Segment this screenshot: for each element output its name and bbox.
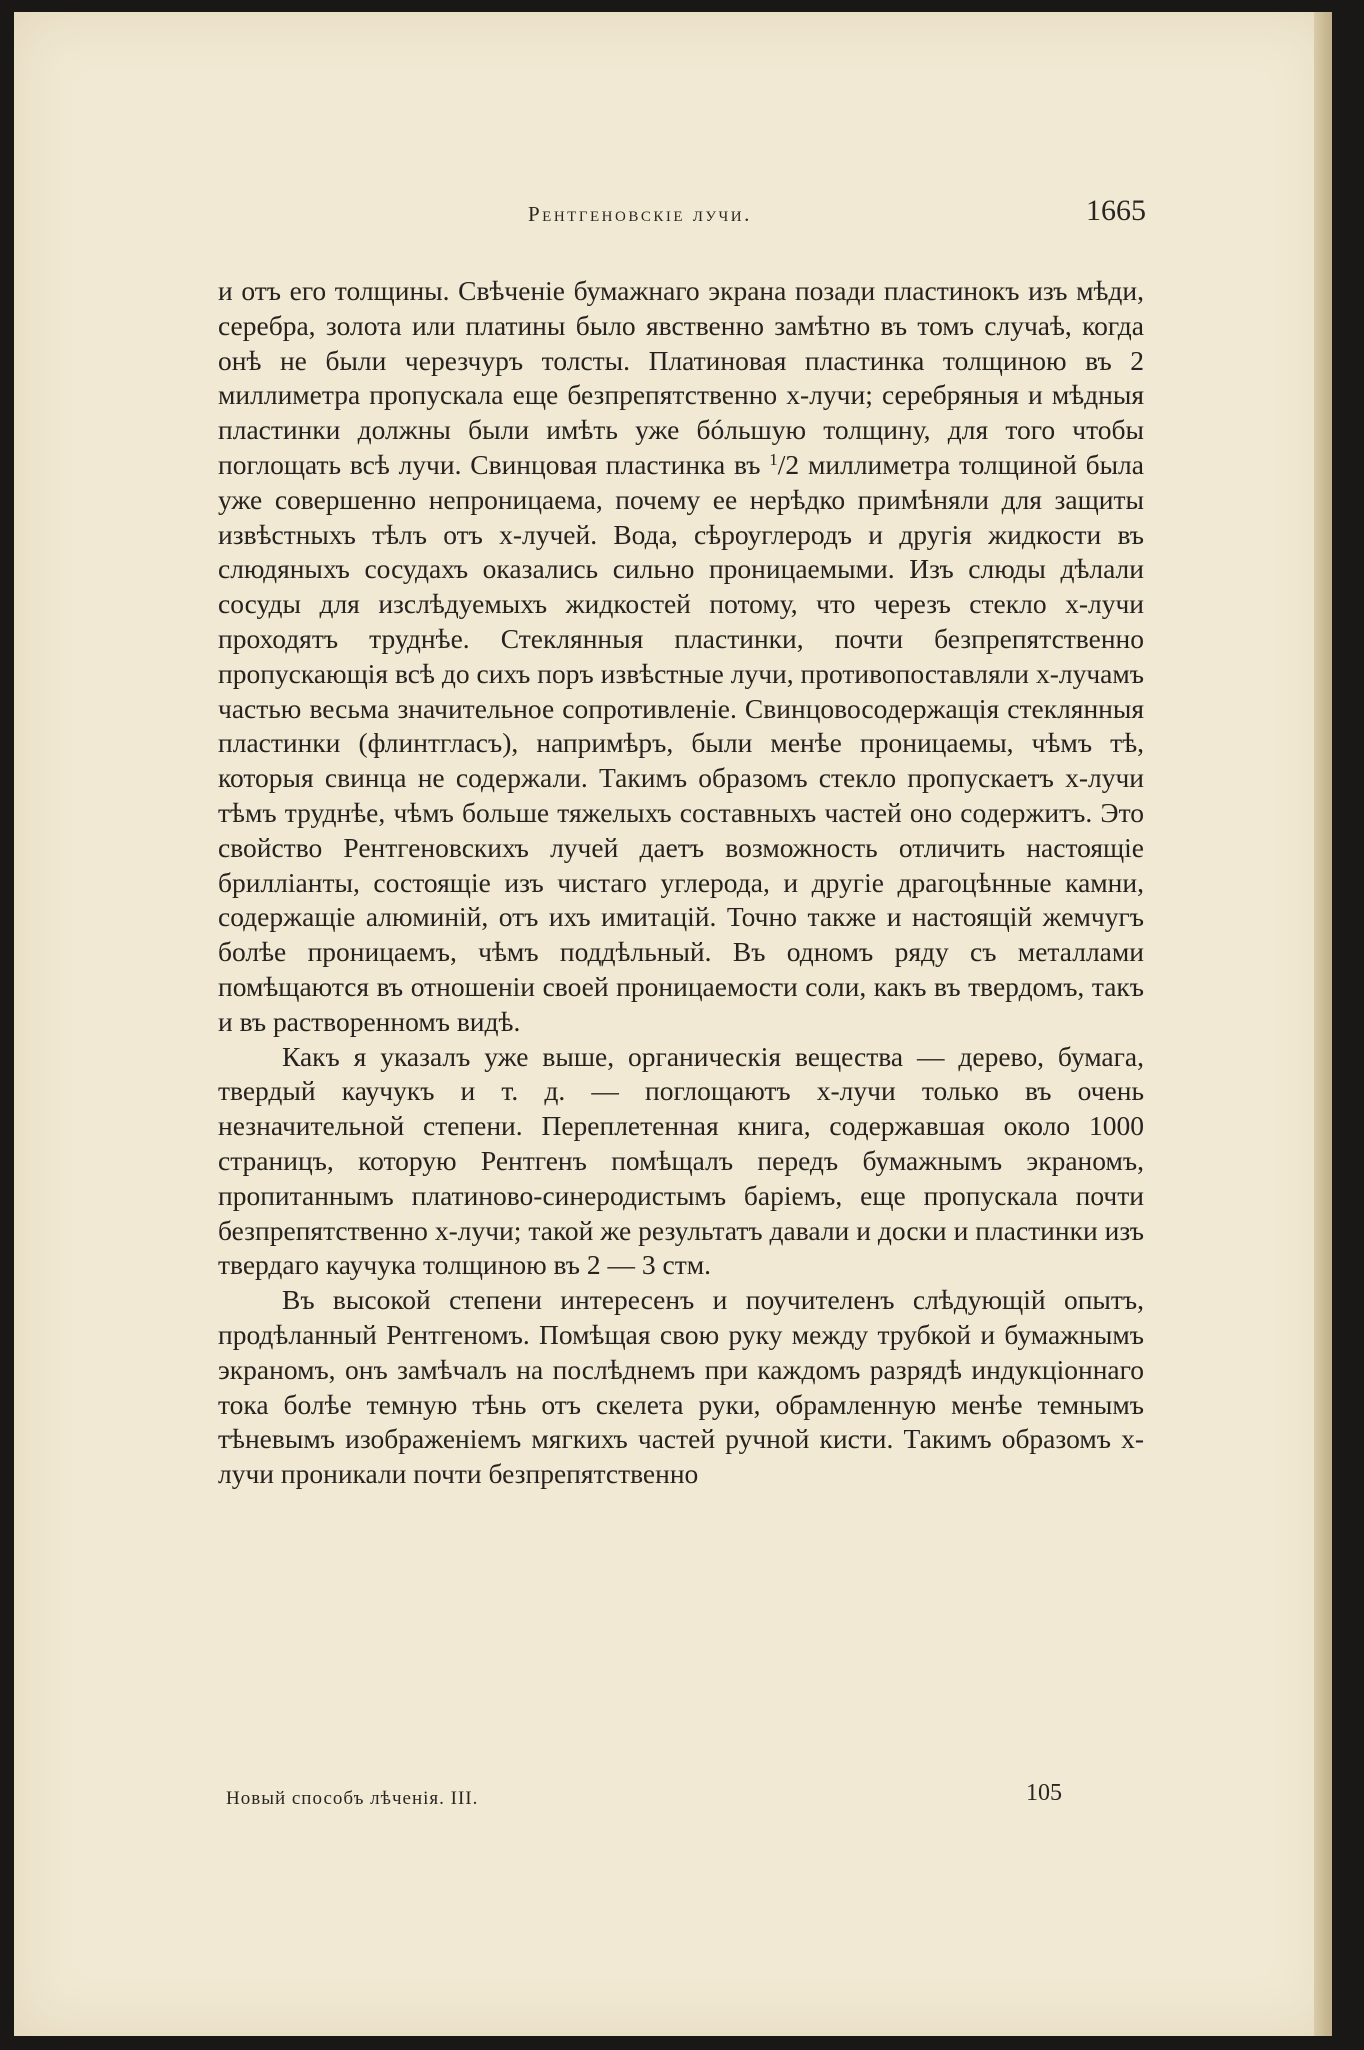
fraction-numerator: 1 [769, 449, 778, 469]
paragraph-1-continuation: /2 миллиметра толщиной была уже совершенно непроницаема, почему ее нерѣдко примѣняли для защиты извѣстныхъ тѣлъ отъ x-лучей. Вода, сѣроуглеродъ и другія жидкости въ слюдяныхъ сосудахъ оказались сильно проницаемыми. Изъ слюды дѣлали сосуды для изслѣдуемыхъ жидкостей потому, что черезъ стекло x-лучи проходятъ труднѣе. Стеклянныя пластинки, почти безпрепятственно пропускающія всѣ до сихъ поръ извѣстные лучи, противопоставляли x-лучамъ частью весьма значительное сопротивленіе. Свинцовосодержащія стеклянныя пластинки (флинтгласъ), напримѣръ, были менѣе проницаемы, чѣмъ тѣ, которыя свинца не содержали. Такимъ образомъ стекло пропускаетъ x-лучи тѣмъ труднѣе, чѣмъ больше тяжелыхъ составныхъ частей оно содержитъ. Это свойство Рентгеновскихъ лучей даетъ возможность отличить настоящіе брилліанты, состоящіе изъ чистаго углерода, и другіе драгоцѣнные камни, содержащіе алюминій, отъ ихъ имитацій. Точно также и настоящій жемчугъ болѣе проницаемъ, чѣмъ поддѣльный. Въ одномъ ряду съ металлами помѣщаются въ отношеніи своей проницаемости соли, какъ въ твердомъ, такъ и въ растворенномъ видѣ. [218, 448, 1144, 1037]
paragraph-1 [218, 274, 1144, 1040]
body-text [218, 274, 1144, 1492]
page-number: 1665 [1086, 194, 1146, 227]
page-footer [226, 1780, 1126, 1820]
footer-book-title: Новый способъ лѣченія. III. [226, 1788, 479, 1809]
page-edge [1314, 12, 1332, 2036]
running-head [226, 194, 1146, 234]
paragraph-1-text: и отъ его толщины. Свѣченіе бумажнаго экрана позади пластинокъ изъ мѣди, серебра, золота или платины было явственно замѣтно въ томъ случаѣ, когда онѣ не были черезчуръ толсты. Платиновая пластинка толщиною въ 2 миллиметра пропускала еще безпрепятственно x-лучи; серебряныя и мѣдныя пластинки должны были имѣть уже бóльшую толщину, для того чтобы поглощать всѣ лучи. Свинцовая пластинка въ [218, 275, 1144, 480]
paragraph-3: Въ высокой степени интересенъ и поучителенъ слѣдующій опытъ, продѣланный Рентгеномъ. Помѣщая свою руку между трубкой и бумажнымъ экраномъ, онъ замѣчалъ на послѣднемъ при каждомъ разрядѣ индукціоннаго тока болѣе темную тѣнь отъ скелета руки, обрамленную менѣе темнымъ тѣневымъ изображеніемъ мягкихъ частей ручной кисти. Такимъ образомъ x-лучи проникали почти безпрепятственно [218, 1284, 1144, 1490]
paragraph-2: Какъ я указалъ уже выше, органическія вещества — дерево, бумага, твердый каучукъ и т. д. — поглощаютъ x-лучи только въ очень незначительной степени. Переплетенная книга, содержавшая около 1000 страницъ, которую Рентгенъ помѣщалъ передъ бумажнымъ экраномъ, пропитаннымъ платиново-синеродистымъ баріемъ, еще пропускала почти безпрепятственно x-лучи; такой же результатъ давали и доски и пластинки изъ твердаго каучука толщиною въ 2 — 3 стм. [218, 1040, 1144, 1281]
signature-mark: 105 [1026, 1780, 1062, 1806]
running-title: Рентгеновскіе лучи. [528, 202, 752, 226]
book-page [14, 12, 1332, 2036]
